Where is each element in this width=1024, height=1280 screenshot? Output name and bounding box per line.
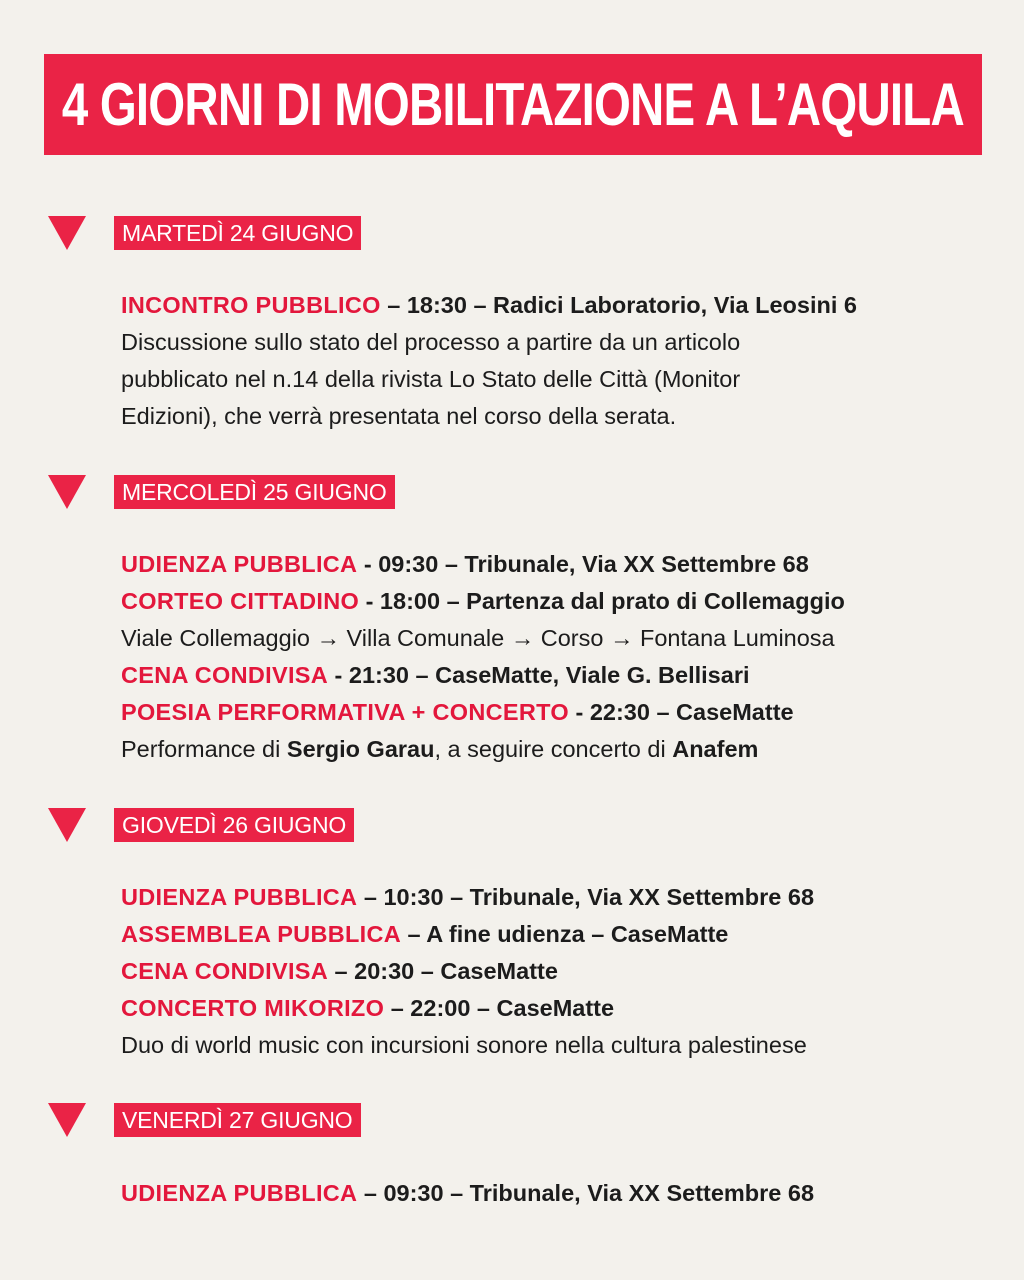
event-details: – 20:30 – CaseMatte (328, 958, 558, 984)
performance-prefix: Performance di (121, 736, 287, 762)
event-line (121, 879, 1001, 916)
down-triangle-icon (48, 1103, 86, 1137)
event-description-line: Edizioni), che verrà presentata nel corso della serata. (121, 403, 677, 429)
day-events-wednesday (121, 546, 1001, 768)
event-details: – 22:00 – CaseMatte (384, 995, 615, 1021)
event-description-line: pubblicato nel n.14 della rivista Lo Stato delle Città (Monitor (121, 366, 741, 392)
down-triangle-icon (48, 216, 86, 250)
day-events-thursday (121, 879, 1001, 1064)
event-name: UDIENZA PUBBLICA (121, 1180, 358, 1206)
day-events-friday (121, 1175, 1001, 1212)
event-line (121, 546, 1001, 583)
down-triangle-icon (48, 808, 86, 842)
event-details: – 10:30 – Tribunale, Via XX Settembre 68 (357, 884, 815, 910)
event-line (121, 916, 1001, 953)
event-line (121, 583, 1001, 620)
event-name: CORTEO CITTADINO (121, 588, 360, 614)
event-line (121, 287, 1001, 324)
event-name: POESIA PERFORMATIVA + CONCERTO (121, 699, 569, 725)
day-label: MERCOLEDÌ 25 GIUGNO (114, 475, 395, 509)
event-name: INCONTRO PUBBLICO (121, 292, 381, 318)
event-details: – A fine udienza – CaseMatte (401, 921, 729, 947)
event-name: ASSEMBLEA PUBBLICA (121, 921, 402, 947)
event-details: - 22:30 – CaseMatte (568, 699, 794, 725)
event-line (121, 657, 1001, 694)
route-line: Viale Collemaggio → Villa Comunale → Corso → Fontana Luminosa (121, 625, 835, 651)
event-name: CENA CONDIVISA (121, 958, 329, 984)
event-name: CENA CONDIVISA (121, 662, 329, 688)
page-title: 4 GIORNI DI MOBILITAZIONE A L’AQUILA (62, 71, 965, 138)
performance-line (121, 731, 1001, 768)
event-details: – 09:30 – Tribunale, Via XX Settembre 68 (357, 1180, 815, 1206)
event-details: - 18:00 – Partenza dal prato di Collemaggio (359, 588, 845, 614)
event-description-line: Duo di world music con incursioni sonore nella cultura palestinese (121, 1032, 807, 1058)
day-label: GIOVEDÌ 26 GIUGNO (114, 808, 354, 842)
event-line (121, 990, 1001, 1027)
event-name: CONCERTO MIKORIZO (121, 995, 385, 1021)
title-banner (44, 54, 982, 155)
down-triangle-icon (48, 475, 86, 509)
performer-name: Sergio Garau (286, 736, 435, 762)
event-description-line: Discussione sullo stato del processo a partire da un articolo (121, 329, 741, 355)
event-details: - 21:30 – CaseMatte, Viale G. Bellisari (328, 662, 750, 688)
day-label: VENERDÌ 27 GIUGNO (114, 1103, 361, 1137)
day-events-tuesday (121, 287, 1001, 435)
event-name: UDIENZA PUBBLICA (121, 884, 358, 910)
event-line (121, 953, 1001, 990)
event-details: - 09:30 – Tribunale, Via XX Settembre 68 (357, 551, 809, 577)
band-name: Anafem (672, 736, 759, 762)
event-name: UDIENZA PUBBLICA (121, 551, 358, 577)
event-details: – 18:30 – Radici Laboratorio, Via Leosini 6 (380, 292, 857, 318)
performance-middle: , a seguire concerto di (434, 736, 673, 762)
day-label: MARTEDÌ 24 GIUGNO (114, 216, 361, 250)
event-line (121, 1175, 1001, 1212)
event-line (121, 694, 1001, 731)
